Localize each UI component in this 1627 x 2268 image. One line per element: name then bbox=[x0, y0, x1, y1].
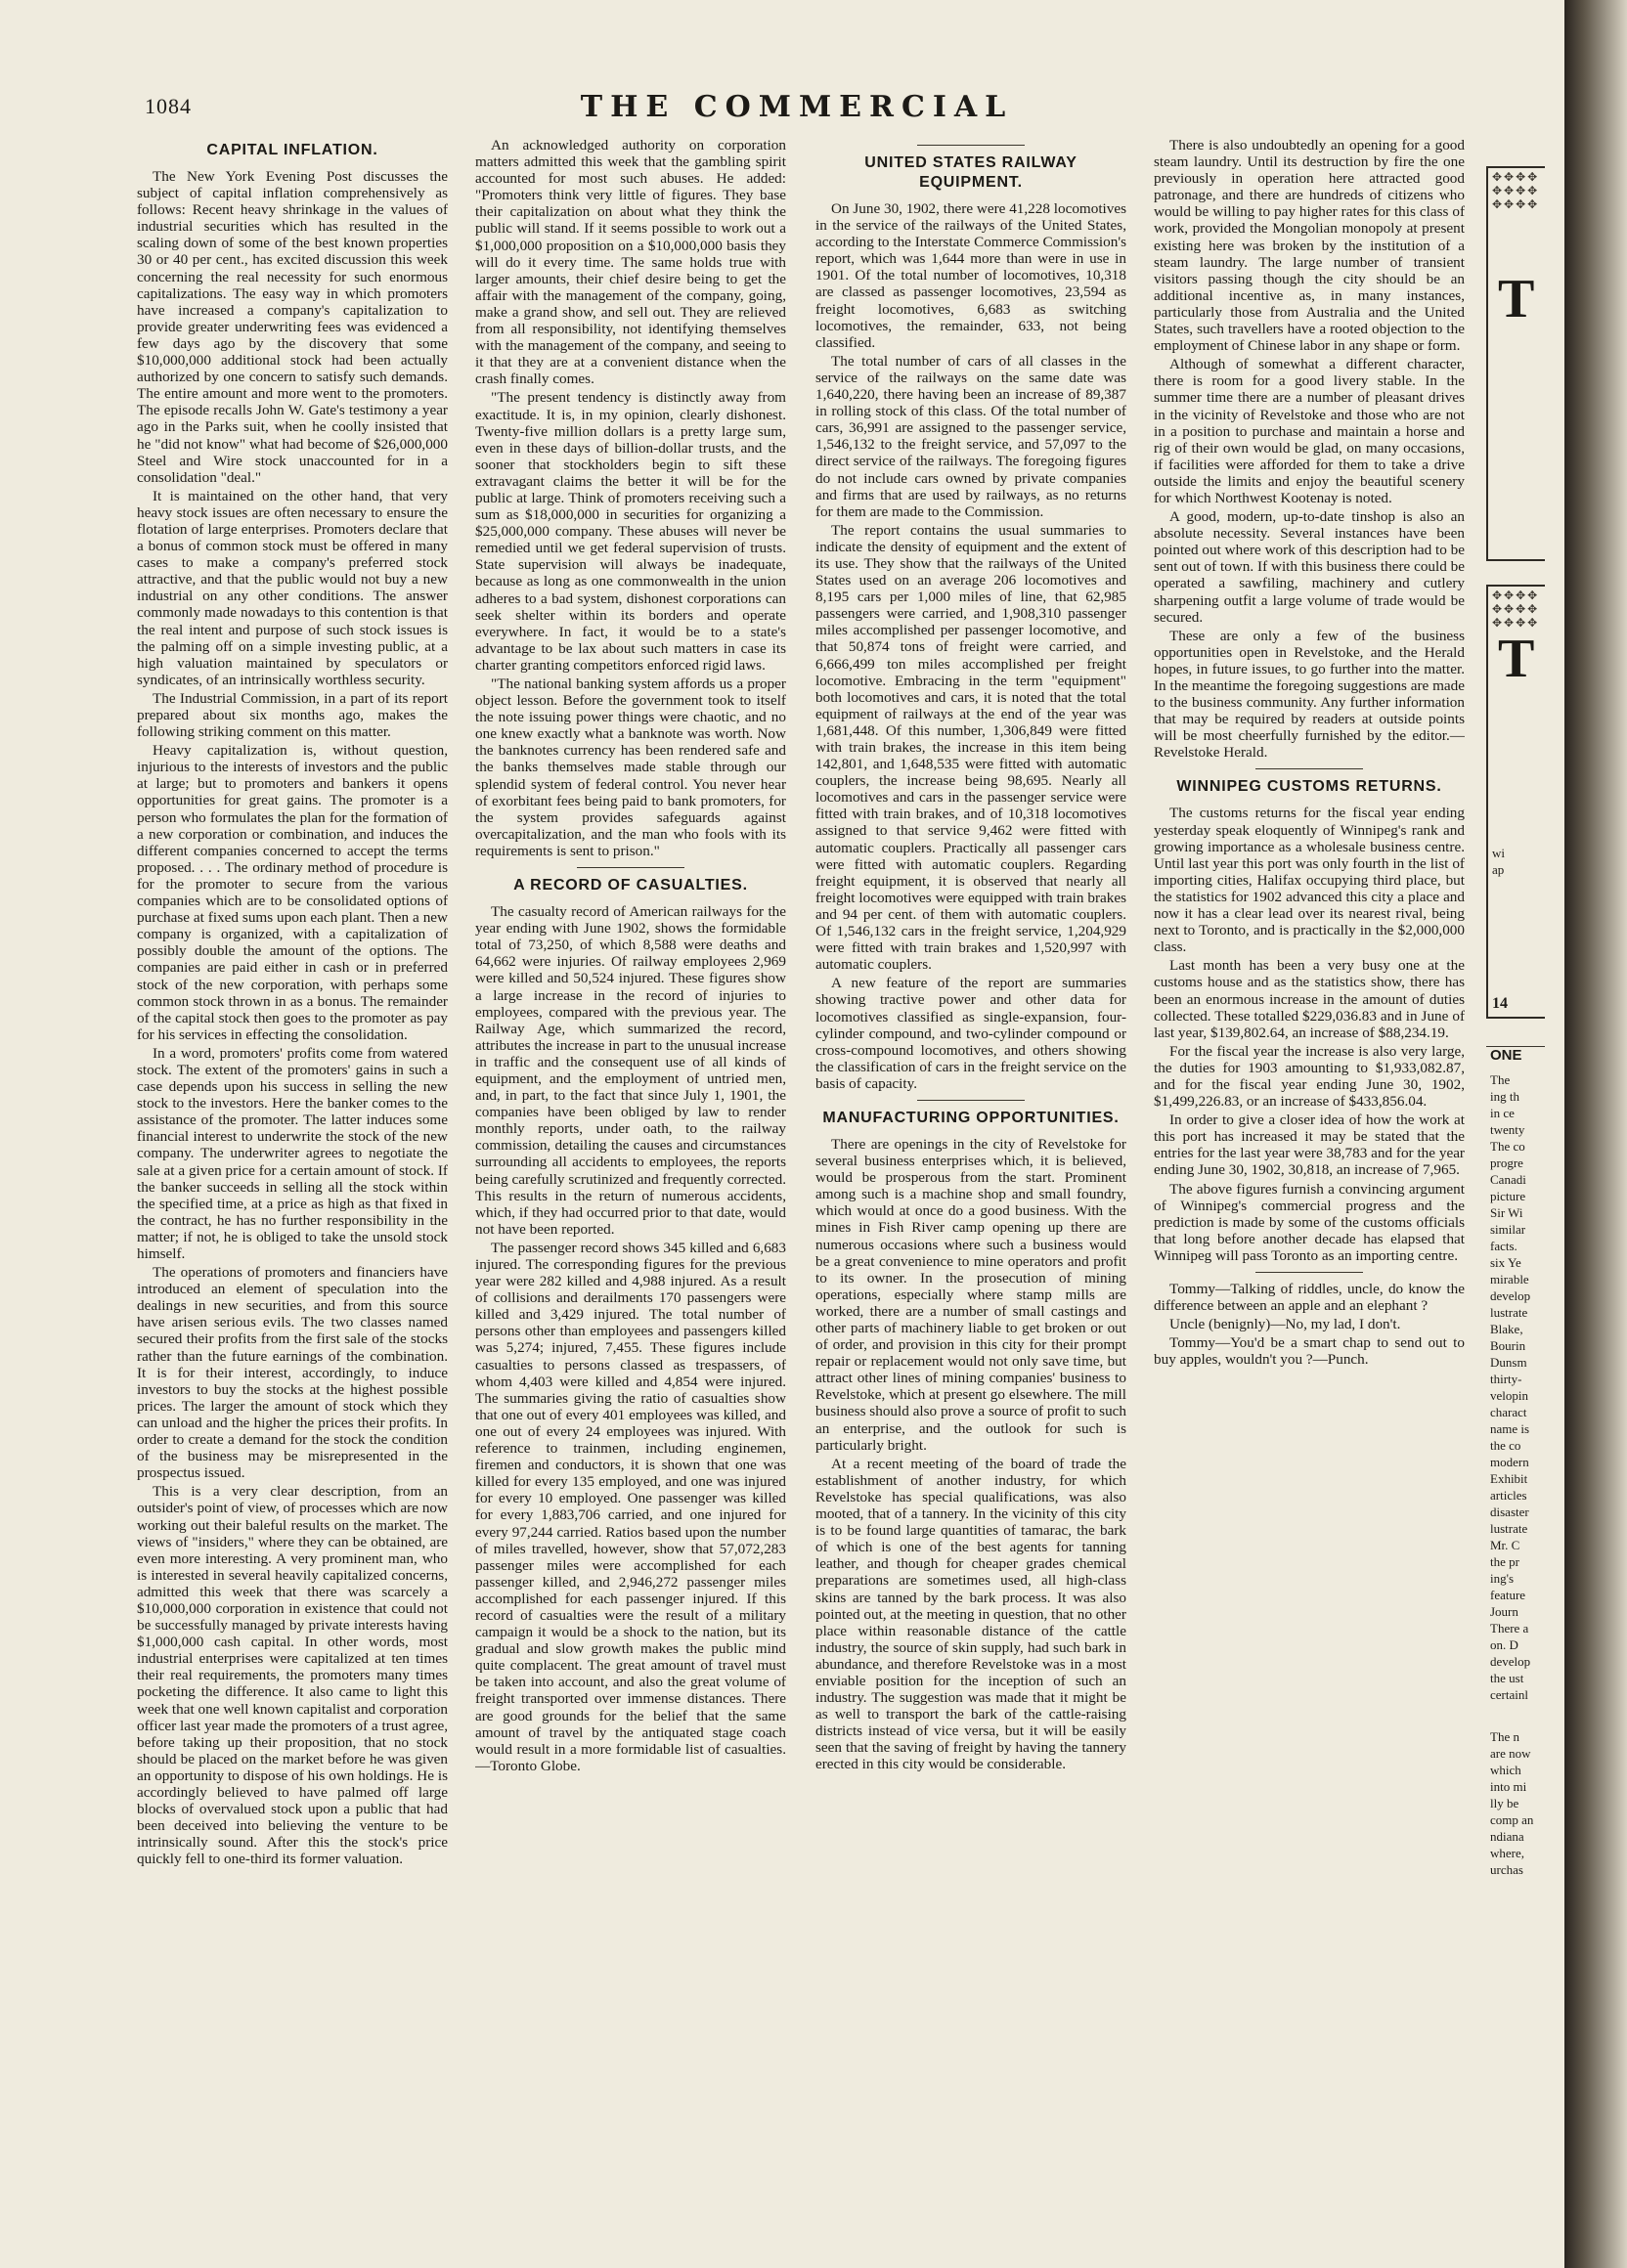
paragraph: In a word, promoters' profits come from watered stock. The extent of the promoters' gains in such a case depends upon his success in selling the new stock to the investors. Here the banker comes to the assistance of the promoter. The latter induces some financial interest to underwrite the stock of the new company. The underwriter agrees to negotiate the sale at a given price for a certain amount of stock. If the banker succeeds in selling all the stock within the specified time, at a price as high as that fixed in the contract, he has no further responsibility in the matter; if not, he is obliged to take the unsold stock himself. bbox=[137, 1044, 448, 1262]
paragraph: "The present tendency is distinctly away from exactitude. It is, in my opinion, clearly dishonest. Twenty-five million dollars is a pretty large sum, even in these days of billion-dollar trusts, and the sooner that stockholders begin to sift these extravagant claims the better it will be for the public at large. Think of promoters receiving such a sum as $18,000,000 in securities for organizing a $25,000,000 company. These abuses will never be remedied until we get federal supervision of trusts. State supervision will always be inadequate, because as long as one commonwealth in the union adheres to a bad system, dishonest corporations can seek shelter within its borders and operate everywhere. In fact, it would be to a state's advantage to be lax about such matters in case its charter granting competitors enforced rigid laws. bbox=[475, 389, 786, 674]
cutoff-line: The bbox=[1490, 1072, 1511, 1088]
paragraph: A new feature of the report are summaries showing tractive power and other data for locomotives classified as single-expansion, four-cylinder compound, and two-cylinder compound or cross-compound locomotives, and others showing the classification of cars in the freight service on the basis of capacity. bbox=[815, 975, 1126, 1092]
cutoff-line: similar bbox=[1490, 1222, 1526, 1238]
cutoff-line: develop bbox=[1490, 1288, 1531, 1304]
cutoff-line: ing th bbox=[1490, 1089, 1519, 1105]
cutoff-line: comp an bbox=[1490, 1812, 1534, 1828]
paragraph: The customs returns for the fiscal year ending yesterday speak eloquently of Winnipeg's rank and growing importance as a wholesale business centre. Until last year this port was only fourth in the list of importing cities, Halifax occupying third place, but the statistics for 1902 advanced this city a place and now it has a clear lead over its nearest rival, being next to Toronto, and is practically in the $2,000,000 class. bbox=[1154, 805, 1465, 956]
cutoff-heading: ONE bbox=[1486, 1046, 1545, 1064]
column-2 bbox=[475, 137, 786, 2239]
paragraph: The above figures furnish a convincing argument of Winnipeg's commercial progress and the prediction is made by some of the customs officials that long before another decade has elapsed that Winnipeg will pass Toronto as an importing centre. bbox=[1154, 1180, 1465, 1264]
cutoff-line: The n bbox=[1490, 1729, 1519, 1745]
cutoff-line: mirable bbox=[1490, 1272, 1529, 1287]
paragraph: This is a very clear description, from an outsider's point of view, of processes which are now working out their baleful results on the market. The views of "insiders," where they can be obtained, are even more interesting. A very prominent man, who is interested in several heavily capitalized concerns, admitted this week that there was scarcely a $10,000,000 corporation in existence that could not be successfully managed by private interests having $1,000,000 cash capital. In other words, most industrial enterprises were capitalized at ten times their real requirements, the promoters many times pocketing the difference. It also came to light this week that one well known capitalist and corporation officer last year made the promoters of a trust agree, before taking up their proposition, that no stock should be placed on the market before he was given an opportunity to dispose of his own holdings. He is accordingly believed to have palmed off large blocks of overvalued stock upon a public that had been deceived into believing the venture to be intrinsically sound. After this the stock's price quickly fell to one-third its former valuation. bbox=[137, 1483, 448, 1868]
column-3 bbox=[815, 137, 1126, 2239]
paragraph: The operations of promoters and financiers have introduced an element of speculation into the dealings in new securities, and from this source have arisen serious evils. The two classes named secured their profits from the first sale of the stocks rather than the future earnings of the combination. It is for their interest, accordingly, to induce investors to buy the stocks at the highest possible prices. The larger the amount of stock which they can unload and the higher the prices their profits. In order to create a demand for the stock the condition of the business may be misrepresented in the prospectus issued. bbox=[137, 1264, 448, 1482]
paragraph: There is also undoubtedly an opening for a good steam laundry. Until its destruction by fire the one previously in operation here attracted good patronage, and there are hundreds of citizens who would be willing to pay higher rates for this class of work, provided the Mongolian monopoly at present existing here was broken by the institution of a steam laundry. The large number of transient visitors passing though the city should be an additional incentive as, in many instances, particularly those from Australia and the United States, such travellers have a rooted objection to the employment of Chinese labor in any shape or form. bbox=[1154, 137, 1465, 355]
cutoff-line: The co bbox=[1490, 1139, 1525, 1155]
cutoff-article bbox=[1486, 1036, 1545, 1878]
article-title-railway-equipment: UNITED STATES RAILWAY EQUIPMENT. bbox=[864, 154, 1077, 191]
cutoff-line: Mr. C bbox=[1490, 1538, 1520, 1553]
paragraph: Tommy—You'd be a smart chap to send out to buy apples, wouldn't you ?—Punch. bbox=[1154, 1334, 1465, 1369]
cutoff-line: Journ bbox=[1490, 1604, 1518, 1620]
paragraph: The total number of cars of all classes in the service of the railways on the same date was 1,640,220, there having been an increase of 89,387 in rolling stock of this class. Of the total number of cars, 36,991 are assigned to the passenger service, 1,546,132 to the freight service, and 57,097 to the direct service of the railways. The foregoing figures do not include cars owned by private companies and firms that are used by railways, as no returns for them are made to the Commission. bbox=[815, 352, 1126, 520]
cutoff-line: thirty- bbox=[1490, 1372, 1522, 1387]
divider bbox=[1255, 1272, 1363, 1273]
ad-letter: T bbox=[1498, 629, 1535, 689]
paragraph: For the fiscal year the increase is also very large, the duties for 1903 amounting to $1,933,082.87, and for the fiscal year ending June 30, 1902, $1,499,226.83, or an increase of $433,856.04. bbox=[1154, 1042, 1465, 1111]
cutoff-line: ndiana bbox=[1490, 1829, 1524, 1845]
paragraph: Last month has been a very busy one at the customs house and as the statistics show, there has been an enormous increase in the amount of duties collected. These totalled $229,036.83 and in June of last year, $139,802.64, an increase of $88,234.19. bbox=[1154, 957, 1465, 1041]
advertisement-box bbox=[1486, 166, 1545, 561]
paragraph: Tommy—Talking of riddles, uncle, do know the difference between an apple and an elephant ? bbox=[1154, 1281, 1465, 1315]
column-1 bbox=[137, 137, 448, 2239]
divider bbox=[917, 145, 1025, 146]
advertisement-box bbox=[1486, 585, 1545, 1019]
paragraph: Uncle (benignly)—No, my lad, I don't. bbox=[1169, 1316, 1401, 1333]
divider bbox=[917, 1100, 1025, 1101]
cutoff-line: the co bbox=[1490, 1438, 1521, 1454]
cutoff-line: Bourin bbox=[1490, 1338, 1526, 1354]
cutoff-line: urchas bbox=[1490, 1862, 1523, 1878]
paragraph: An acknowledged authority on corporation matters admitted this week that the gambling spirit accounted for most such abuses. He added: "Promoters think very little of figures. They base their capitalization on about what they think the public will stand. If it seems possible to work out a $1,000,000 proposition on a $10,000,000 basis they will do it every time. The same holds true with larger amounts, their chief desire being to get the affair with the management of the company, going, make a grand show, and sell out. They are relieved from all responsibility, not identifying themselves with the management of the company, and seeing to it that they are at a convenient distance when the crash finally comes. bbox=[475, 137, 786, 388]
column-5-cutoff bbox=[1486, 137, 1545, 2239]
page-number: 1084 bbox=[145, 94, 192, 118]
paragraph: Although of somewhat a different character, there is room for a good livery stable. In the summer time there are a number of pleasant drives in the vicinity of Revelstoke and those who are not in a position to purchase and maintain a horse and rig of their own would be glad, on many occasions, if facilities were afforded for them to take a drive outside the limits and enjoy the beautiful scenery for which Northwest Kootenay is noted. bbox=[1154, 356, 1465, 506]
binding-shadow bbox=[1564, 0, 1627, 2268]
paragraph: "The national banking system affords us a proper object lesson. Before the government took to itself the note issuing power things were chaotic, and no one knew exactly what a banknote was worth. Now the banknotes currency has been rendered safe and the banks themselves made stable through our splendid system of federal control. You never hear of exorbitant fees being paid to bank promoters, for the system provides safeguards against overcapitalization, and the man who fools with its requirements is sent to prison." bbox=[475, 676, 786, 859]
divider bbox=[1255, 768, 1363, 769]
cutoff-line: lustrate bbox=[1490, 1521, 1528, 1537]
cutoff-line: Dunsm bbox=[1490, 1355, 1527, 1371]
paragraph: The casualty record of American railways for the year ending with June 1902, shows the formidable total of 73,250, of which 8,588 were deaths and 64,662 were injuries. Of railway employees 2,969 were killed and 50,524 injured. These figures show a large increase in the record of injuries to employees, compared with the previous year. The Railway Age, which summarized the record, attributes the increase in part to the unusual increase in traffic and the consequent use of all kinds of equipment, and the employment of untried men, and, in part, to the fact that since July 1, 1901, the companies have been obliged by law to render monthly reports, under oath, to the railway commission, detailing the causes and circumstances surrounding all accidents to employees, the reports being carefully scrutinized and frequently corrected. This results in the return of numerous accidents, which, if they had occurred prior to that date, would not have been reported. bbox=[475, 903, 786, 1238]
cutoff-line: certainl bbox=[1490, 1687, 1528, 1703]
cutoff-line: the pr bbox=[1490, 1554, 1519, 1570]
cutoff-line: the ust bbox=[1490, 1671, 1524, 1686]
paragraph: It is maintained on the other hand, that very heavy stock issues are often necessary to ensure the flotation of large enterprises. Promoters declare that a bonus of common stock must be offered in many cases to make a company's preferred stock attractive, and that the public would not buy a new industrial on any other conditions. The answer commonly made nowadays to this contention is that the real intent and purpose of such stock issues is the palming off on a simple investing public, at a high valuation maintained by speculators or syndicates, of an intrinsically worthless security. bbox=[137, 487, 448, 688]
cutoff-line: facts. bbox=[1490, 1239, 1517, 1254]
cutoff-line: Exhibit bbox=[1490, 1471, 1528, 1487]
ad-letter: T bbox=[1498, 269, 1535, 329]
paragraph: In order to give a closer idea of how the work at this port has increased it may be stated that the entries for the last year were 38,783 and for the year ending June 30, 1902, 30,818, an increase of 7,965. bbox=[1154, 1112, 1465, 1179]
ad-fragment: ap bbox=[1492, 862, 1505, 877]
cutoff-line: modern bbox=[1490, 1455, 1529, 1470]
cutoff-line: on. D bbox=[1490, 1637, 1518, 1653]
cutoff-line: in ce bbox=[1490, 1106, 1515, 1121]
cutoff-line: disaster bbox=[1490, 1505, 1529, 1520]
page-header bbox=[137, 86, 1457, 133]
cutoff-line: are now bbox=[1490, 1746, 1531, 1762]
paragraph: The passenger record shows 345 killed and 6,683 injured. The corresponding figures for the previous year were 282 killed and 4,988 injured. As a result of collisions and derailments 170 passengers were killed and 3,429 injured. The total number of persons other than employees and passengers killed was 5,274; injured, 7,455. These figures include casualties to persons classed as trespassers, of whom 4,403 were killed and 4,854 were injured. The summaries giving the ratio of casualties show that one out of every 401 employees was killed, and one out of every 24 employees was injured. With reference to trainmen, including enginemen, firemen and conductors, it is shown that one was killed for every 135 employed, and one was injured for every 10 employed. One passenger was killed for every 1,883,706 carried, and one injured for every 97,244 carried. Ratios based upon the number of miles travelled, however, show that 57,072,283 passenger miles were accomplished for each passenger killed, and 2,946,272 passenger miles accomplished for each passenger injured. If this record of casualties were the result of a military campaign it would be a shock to the nation, but its gradual and slow growth makes the public mind quite complacent. The great amount of travel must be taken into account, and also the great volume of freight transported over immense distances. There are good grounds for the belief that the same amount of travel by the antiquated stage coach would result in a more formidable list of casualties.—Toronto Globe. bbox=[475, 1239, 786, 1774]
cutoff-line: picture bbox=[1490, 1189, 1526, 1204]
masthead: THE COMMERCIAL bbox=[580, 90, 1014, 124]
cutoff-line: twenty bbox=[1490, 1122, 1525, 1138]
cutoff-line: name is bbox=[1490, 1421, 1530, 1437]
paragraph: Heavy capitalization is, without question, injurious to the interests of investors and the public at large; but to promoters and bankers it opens opportunities for great gains. The promoter is a person who formulates the plan for the formation of a new corporation or combination, and induces the different companies concerned to accept the terms proposed. . . . The ordinary method of procedure is for the promoter to secure from the various companies which are to be consolidated options of purchase at fixed sums upon each plant. Then a new company is organized, with a capitalization of possibly double the amount of the options. The companies are paid either in cash or in preferred stock of the new corporation, with perhaps some common stock thrown in as a bonus. The remainder of the capital stock then goes to the promoter as pay for his services in effecting the consolidation. bbox=[137, 742, 448, 1043]
cutoff-line: lly be bbox=[1490, 1796, 1519, 1811]
ornament-border: ✥✥✥✥✥✥✥✥✥✥✥✥ bbox=[1492, 589, 1540, 630]
cutoff-line: ing's bbox=[1490, 1571, 1515, 1587]
cutoff-line: articles bbox=[1490, 1488, 1527, 1504]
article-title-capital-inflation: CAPITAL INFLATION. bbox=[206, 142, 378, 158]
cutoff-line: Blake, bbox=[1490, 1322, 1523, 1337]
paragraph: At a recent meeting of the board of trade the establishment of another industry, for which Revelstoke has special qualifications, was also mooted, that of a tannery. In the vicinity of this city is to be found large quantities of tamarac, the bark of which is one of the best agents for tanning leather, and though for cheaper grades chemical preparations are sometimes used, all high-class skins are tanned by the bark process. It was also pointed out, at the meeting in question, that no other place within reasonable distance of the cattle industry, the source of skin supply, had such bark in abundance, and therefore Revelstoke was in a most enviable position for the inception of such an industry. The suggestion was made that it might be as well to transport the bark of the cattle-raising districts instead of vice versa, but it will be easily seen that the saving of freight by having the tannery erected in this city would be considerable. bbox=[815, 1455, 1126, 1773]
cutoff-line: Canadi bbox=[1490, 1172, 1526, 1188]
paragraph: These are only a few of the business opportunities open in Revelstoke, and the Herald hopes, in future issues, to go further into the matter. In the meantime the foregoing suggestions are made to the business community. Any further information that may be required by readers at outside points will be most cheerfully furnished by the editor.—Revelstoke Herald. bbox=[1154, 627, 1465, 762]
cutoff-line: progre bbox=[1490, 1156, 1523, 1171]
paragraph: The Industrial Commission, in a part of its report prepared about six months ago, makes the following striking comment on this matter. bbox=[137, 689, 448, 741]
paragraph: On June 30, 1902, there were 41,228 locomotives in the service of the railways of the United States, according to the Interstate Commerce Commission's report, which was 1,644 more than were in use in 1901. Of the total number of locomotives, 10,318 are classed as passenger locomotives, 23,594 as freight locomotives, 6,683 as switching locomotives, the remainder, 633, not being classified. bbox=[815, 200, 1126, 351]
cutoff-line: charact bbox=[1490, 1405, 1527, 1420]
cutoff-line: lustrate bbox=[1490, 1305, 1528, 1321]
article-title-manufacturing-opportunities: MANUFACTURING OPPORTUNITIES. bbox=[822, 1109, 1120, 1126]
cutoff-line: There a bbox=[1490, 1621, 1529, 1636]
ornament-border: ✥✥✥✥✥✥✥✥✥✥✥✥ bbox=[1492, 170, 1540, 211]
cutoff-line: feature bbox=[1490, 1588, 1526, 1603]
paragraph: A good, modern, up-to-date tinshop is also an absolute necessity. Several instances have been pointed out where work of this description had to be sent out of town. If with this business there could be operated a sawfiling, machinery and cutlery sharpening outfit a large volume of trade would be secured. bbox=[1154, 508, 1465, 626]
cutoff-line: into mi bbox=[1490, 1779, 1527, 1795]
cutoff-lines bbox=[1486, 1071, 1545, 1878]
ad-number: 14 bbox=[1492, 995, 1508, 1012]
article-title-winnipeg-customs: WINNIPEG CUSTOMS RETURNS. bbox=[1176, 778, 1442, 796]
cutoff-line: where, bbox=[1490, 1846, 1525, 1861]
divider bbox=[577, 867, 684, 868]
column-4 bbox=[1154, 137, 1465, 2239]
cutoff-line: Sir Wi bbox=[1490, 1205, 1523, 1221]
cutoff-line: which bbox=[1490, 1763, 1521, 1778]
ad-fragment: wi bbox=[1492, 846, 1505, 860]
paragraph: There are openings in the city of Revelstoke for several business enterprises which, it is believed, would be prosperous from the start. Prominent among such is a machine shop and small foundry, which would at once do a good business. With the mines in Fish River camp opening up there are numerous occasions where such a business would be a great convenience to mine operators and profit to its owner. In the prosecution of mining operations, especially where stamp mills are worked, there are a number of small castings and other parts of machinery liable to get broken or out of order, and provision in this city for their prompt repair or replacement would not only save time, but attract other lines of mining companies' business to Revelstoke, which at present go elsewhere. The mill business should also prove a source of profit to such an enterprise, and the outlook for such is particularly bright. bbox=[815, 1135, 1126, 1454]
cutoff-line: velopin bbox=[1490, 1388, 1528, 1404]
article-title-record-of-casualties: A RECORD OF CASUALTIES. bbox=[513, 877, 748, 894]
cutoff-line: six Ye bbox=[1490, 1255, 1521, 1271]
paragraph: The report contains the usual summaries to indicate the density of equipment and the extent of its use. They show that the railways of the United States used on an average 206 locomotives and 8,195 cars per 1,000 miles of line, that 62,985 passengers were carried, and 1,908,310 passenger miles accomplished per passenger locomotive, and that 50,874 tons of freight were carried, and 6,666,499 ton miles accomplished per freight locomotive. Embracing in the term "equipment" both locomotives and cars, it is noted that the total equipment of railways at the end of the year was 1,681,448. Of this number, 1,306,849 were fitted with train brakes, the increase in this item being 142,801, and 1,648,535 were fitted with automatic couplers, the increase being 98,695. Nearly all locomotives and cars in the passenger service were fitted with train brakes, and of 10,318 locomotives assigned to that service 9,462 were fitted with automatic couplers. Practically all passenger cars were fitted with automatic couplers. Regarding freight equipment, it is observed that nearly all freight locomotives were equipped with train brakes and 94 per cent. of them with automatic couplers. Of 1,546,132 cars in the freight service, 1,204,929 were fitted with train brakes and 1,520,997 with automatic couplers. bbox=[815, 521, 1126, 974]
article-columns bbox=[137, 137, 1545, 2239]
cutoff-line: develop bbox=[1490, 1654, 1531, 1670]
paragraph: The New York Evening Post discusses the subject of capital inflation comprehensively as follows: Recent heavy shrinkage in the values of industrial securities which has resulted in the scaling down of some of the best known properties 30 or 40 per cent., has excited discussion this week concerning the real necessity for such enormous capitalizations. The easy way in which promoters have increased a company's capitalization to provide greater underwriting fees was evidenced a few days ago by the discovery that some $10,000,000 additional stock had been actually authorized by one concern to satisfy such demands. The entire amount and more went to the promoters. The episode recalls John W. Gate's testimony a year ago in the Parks suit, when he coolly insisted that he "did not know" what had become of $26,000,000 Steel and Wire stock unaccounted for in a consolidation "deal." bbox=[137, 168, 448, 486]
